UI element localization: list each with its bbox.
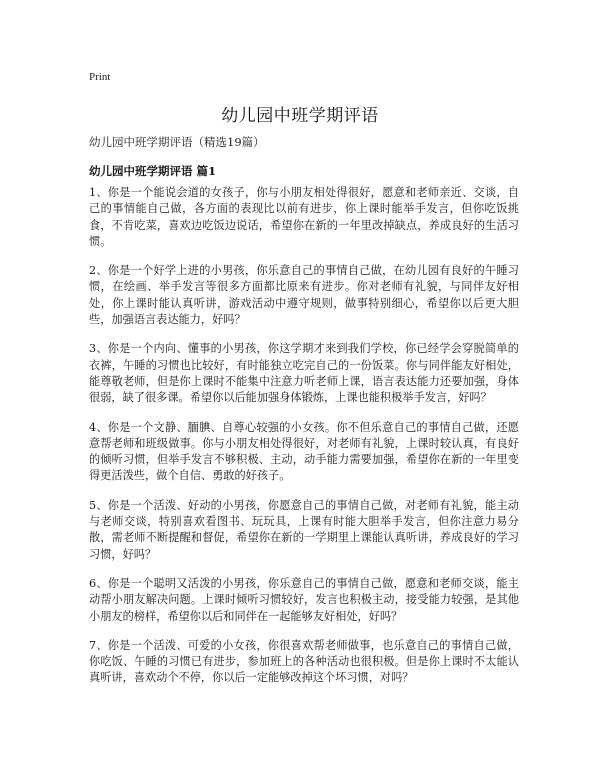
paragraph-5: 5、你是一个活泼、好动的小男孩，你愿意自己的事情自己做，对老师有礼貌，能主动与老师交谈，特别喜欢看图书、玩玩具，上课有时能大胆举手发言，但你注意力易分散，需老师不断提醒和督促，希望你在新的一学期里上课能认真听讲，养成良好的学习习惯，好吗？ — [89, 498, 519, 561]
paragraph-1: 1、你是一个能说会道的女孩子，你与小朋友相处得很好，愿意和老师亲近、交谈，自己的事情能自己做，各方面的表现比以前有进步，你上课时能举手发言，但你吃饭挑食，不肯吃菜，喜欢边吃饭边说话，希望你在新的一年里改掉缺点，养成良好的生活习惯。 — [89, 186, 519, 248]
section-heading: 幼儿园中班学期评语 篇1 — [89, 164, 217, 178]
paragraph-6: 6、你是一个聪明又活泼的小男孩，你乐意自己的事情自己做，愿意和老师交谈，能主动帮小朋友解决问题。上课时倾听习惯较好，发言也积极主动，接受能力较强，是其他小朋友的榜样，希望你以后和同伴在一起能够友好相处，好吗？ — [89, 576, 519, 623]
page-title: 幼儿园中班学期评语 — [221, 106, 379, 126]
paragraph-3: 3、你是一个内向、懂事的小男孩，你这学期才来到我们学校，你已经学会穿脱简单的衣裤，午睡的习惯也比较好，有时能独立吃完自己的一份饭菜。你与同伴能友好相处，能尊敬老师，但是你上课时不能集中注意力听老师上课，语言表达能力还要加强，身体很弱，缺了很多课。希望你以后能加强身体锻炼，上课也能积极举手发言，好吗？ — [89, 342, 519, 405]
document-subtitle: 幼儿园中班学期评语（精选19篇） — [89, 135, 265, 149]
document-body — [89, 185, 519, 700]
paragraph-4: 4、你是一个文静、腼腆、自尊心较强的小女孩。你不但乐意自己的事情自己做，还愿意帮老师和班级做事。你与小朋友相处得很好，对老师有礼貌，上课时较认真，有良好的倾听习惯，但举手发言不够积极、主动，动手能力需要加强，希望你在新的一年里变得更活泼些，做个自信、勇敢的好孩子。 — [89, 420, 519, 483]
paragraph-2: 2、你是一个好学上进的小男孩，你乐意自己的事情自己做，在幼儿园有良好的午睡习惯，在绘画、举手发言等很多方面都比原来有进步。你对老师有礼貌，与同伴友好相处，你上课时能认真听讲，游戏活动中遵守规则，做事特别细心，希望你以后更大胆些，加强语言表达能力，好吗？ — [89, 264, 519, 327]
paragraph-7: 7、你是一个活泼、可爱的小女孩，你很喜欢帮老师做事，也乐意自己的事情自己做，你吃饭、午睡的习惯已有进步，参加班上的各种活动也很积极。但是你上课时不太能认真听讲，喜欢动个不停，你以后一定能够改掉这个坏习惯，对吗？ — [89, 638, 519, 685]
print-label[interactable]: Print — [89, 71, 111, 83]
